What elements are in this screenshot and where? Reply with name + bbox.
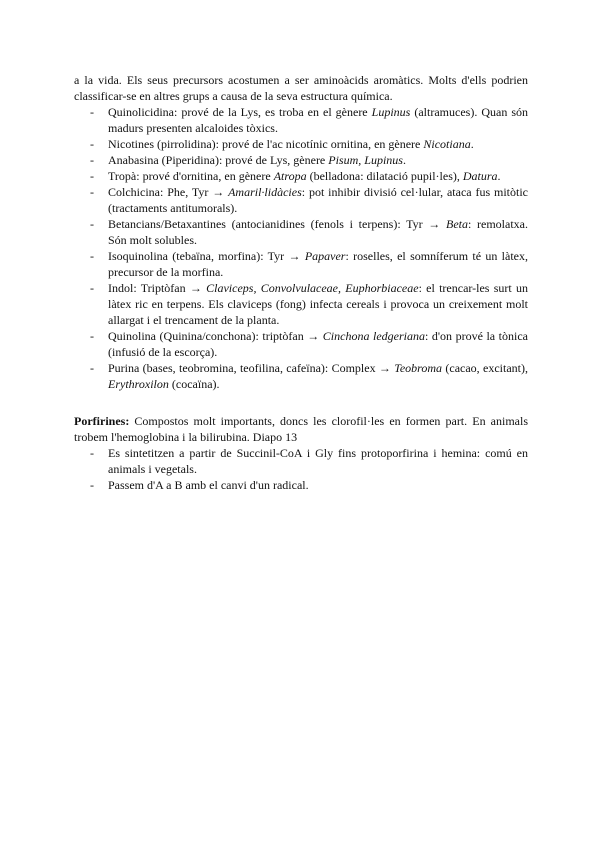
list-item [74,248,528,280]
item-text: : pot inhibir divisió cel·lular, ataca fus mitòtic (tractaments antitumorals). [108,185,529,215]
bullet-dash: - [90,137,94,151]
item-text: Colchicina: Phe, Tyr → [108,185,229,199]
list-item [74,184,528,216]
item-text: (cacao, excitant), [442,361,528,375]
italic-term: Claviceps, Convolvulaceae, Euphorbiaceae [206,281,419,295]
item-text: : d'on prové la tònica (infusió de la escorça). [108,329,528,359]
alkaloid-list [74,104,528,392]
item-text: : roselles, el somníferum té un làtex, precursor de la morfina. [108,249,528,279]
item-text: Es sintetitzen a partir de Succinil-CoA i Gly fins protoporfirina i hemina: comú en animals i vegetals. [108,446,528,476]
porphyrins-text: Compostos molt importants, doncs les clorofil·les en formen part. En animals trobem l'hemoglobina i la bilirubina. Diapo 13 [74,414,528,444]
porphyrins-paragraph [74,413,528,445]
item-text: Indol: Triptòfan → [108,281,207,295]
italic-term: Amaril·lidàcies [228,185,302,199]
item-text: Tropà: prové d'ornitina, en gènere [108,169,274,183]
porphyrins-list [74,445,528,493]
item-text: . [497,169,501,183]
italic-term: Pisum, Lupinus [328,153,403,167]
item-text: . [402,153,406,167]
porphyrins-heading: Porfirines: [74,414,130,428]
list-item [74,136,528,152]
italic-term: Erythroxilon [108,377,169,391]
list-item [74,328,528,360]
bullet-dash: - [90,446,94,460]
italic-term: Lupinus [371,105,411,119]
bullet-dash: - [90,105,94,119]
bullet-dash: - [90,281,94,295]
italic-term: Nicotiana [423,137,471,151]
list-item [74,280,528,328]
italic-term: Teobroma [394,361,443,375]
item-text: Betancians/Betaxantines (antocianidines (fenols i terpens): Tyr → [108,217,446,231]
item-text: (belladona: dilatació pupil·les), [306,169,463,183]
intro-paragraph: a la vida. Els seus precursors acostumen a ser aminoàcids aromàtics. Molts d'ells podrien classificar-se en altres grups a causa de la seva estructura química. [74,73,528,103]
list-item [74,445,528,477]
italic-term: Cinchona ledgeriana [322,329,425,343]
bullet-dash: - [90,185,94,199]
item-text: Quinolicidina: prové de la Lys, es troba en el gènere [108,105,372,119]
bullet-dash: - [90,329,94,343]
section-spacer [74,392,528,413]
bullet-dash: - [90,361,94,375]
italic-term: Datura [462,169,498,183]
item-text: Passem d'A a B amb el canvi d'un radical. [108,478,309,492]
item-text: Anabasina (Piperidina): prové de Lys, gènere [108,153,329,167]
bullet-dash: - [90,478,94,492]
list-item [74,216,528,248]
list-item [74,477,528,493]
item-text: . [470,137,474,151]
item-text: Quinolina (Quinina/conchona): triptòfan → [108,329,323,343]
italic-term: Beta [446,217,468,231]
bullet-dash: - [90,249,94,263]
item-text: : remolatxa. Són molt solubles. [108,217,528,247]
item-text: Purina (bases, teobromina, teofilina, cafeïna): Complex → [108,361,395,375]
list-item [74,168,528,184]
list-item [74,104,528,136]
bullet-dash: - [90,217,94,231]
italic-term: Papaver [304,249,346,263]
bullet-dash: - [90,153,94,167]
list-item [74,360,528,392]
item-text: Isoquinolina (tebaïna, morfina): Tyr → [108,249,305,263]
item-text: (altramuces). Quan són madurs presenten alcaloides tòxics. [108,105,528,135]
list-item [74,152,528,168]
bullet-dash: - [90,169,94,183]
item-text: Nicotines (pirrolidina): prové de l'ac nicotínic ornitina, en gènere [108,137,424,151]
item-text: : el trencar-les surt un làtex ric en terpens. Els claviceps (fong) infecta cereals i provoca un creixement molt allargat i el trencament de la planta. [108,281,528,327]
document-body [74,72,528,493]
italic-term: Atropa [273,169,307,183]
item-text: (cocaïna). [168,377,220,391]
